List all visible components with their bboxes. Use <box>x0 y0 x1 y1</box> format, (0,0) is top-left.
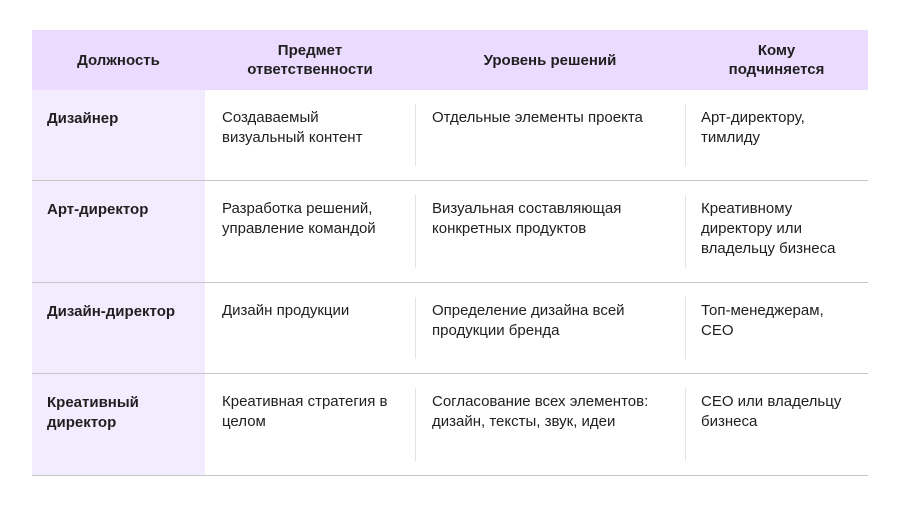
decision-level-cell: Отдельные элементы проекта <box>415 90 685 180</box>
table-row <box>32 90 868 181</box>
reports-to-cell: Арт-директору, тимлиду <box>685 90 868 180</box>
role-cell: Арт-директор <box>32 181 205 282</box>
table-header <box>32 30 868 90</box>
reports-to-cell: Креативному директору или владельцу бизнеса <box>685 181 868 282</box>
responsibility-cell: Креативная стратегия в целом <box>222 393 388 430</box>
header-reports-to: Кому подчиняется <box>728 42 825 78</box>
role-cell: Дизайнер <box>32 90 205 180</box>
decision-level-cell: Согласование всех элементов: дизайн, тексты, звук, идеи <box>415 374 685 475</box>
table-row <box>32 283 868 374</box>
header-responsibility: Предмет ответственности <box>247 42 373 78</box>
responsibility-cell: Дизайн продукции <box>222 302 350 319</box>
decision-level-cell: Визуальная составляющая конкретных продуктов <box>415 181 685 282</box>
reports-to-cell: CEO или владельцу бизнеса <box>685 374 868 475</box>
table-row <box>32 374 868 476</box>
header-decision-level: Уровень решений <box>483 51 617 69</box>
role-cell: Дизайн-директор <box>32 283 205 373</box>
decision-level-cell: Определение дизайна всей продукции бренда <box>415 283 685 373</box>
table-row <box>32 181 868 283</box>
responsibility-cell: Разработка решений, управление командой <box>222 200 376 237</box>
roles-table <box>32 30 868 476</box>
role-cell: Креативный директор <box>32 374 205 475</box>
reports-to-cell: Топ-менеджерам, CEO <box>685 283 868 373</box>
responsibility-cell: Создаваемый визуальный контент <box>222 109 363 146</box>
header-role: Должность <box>77 51 160 69</box>
